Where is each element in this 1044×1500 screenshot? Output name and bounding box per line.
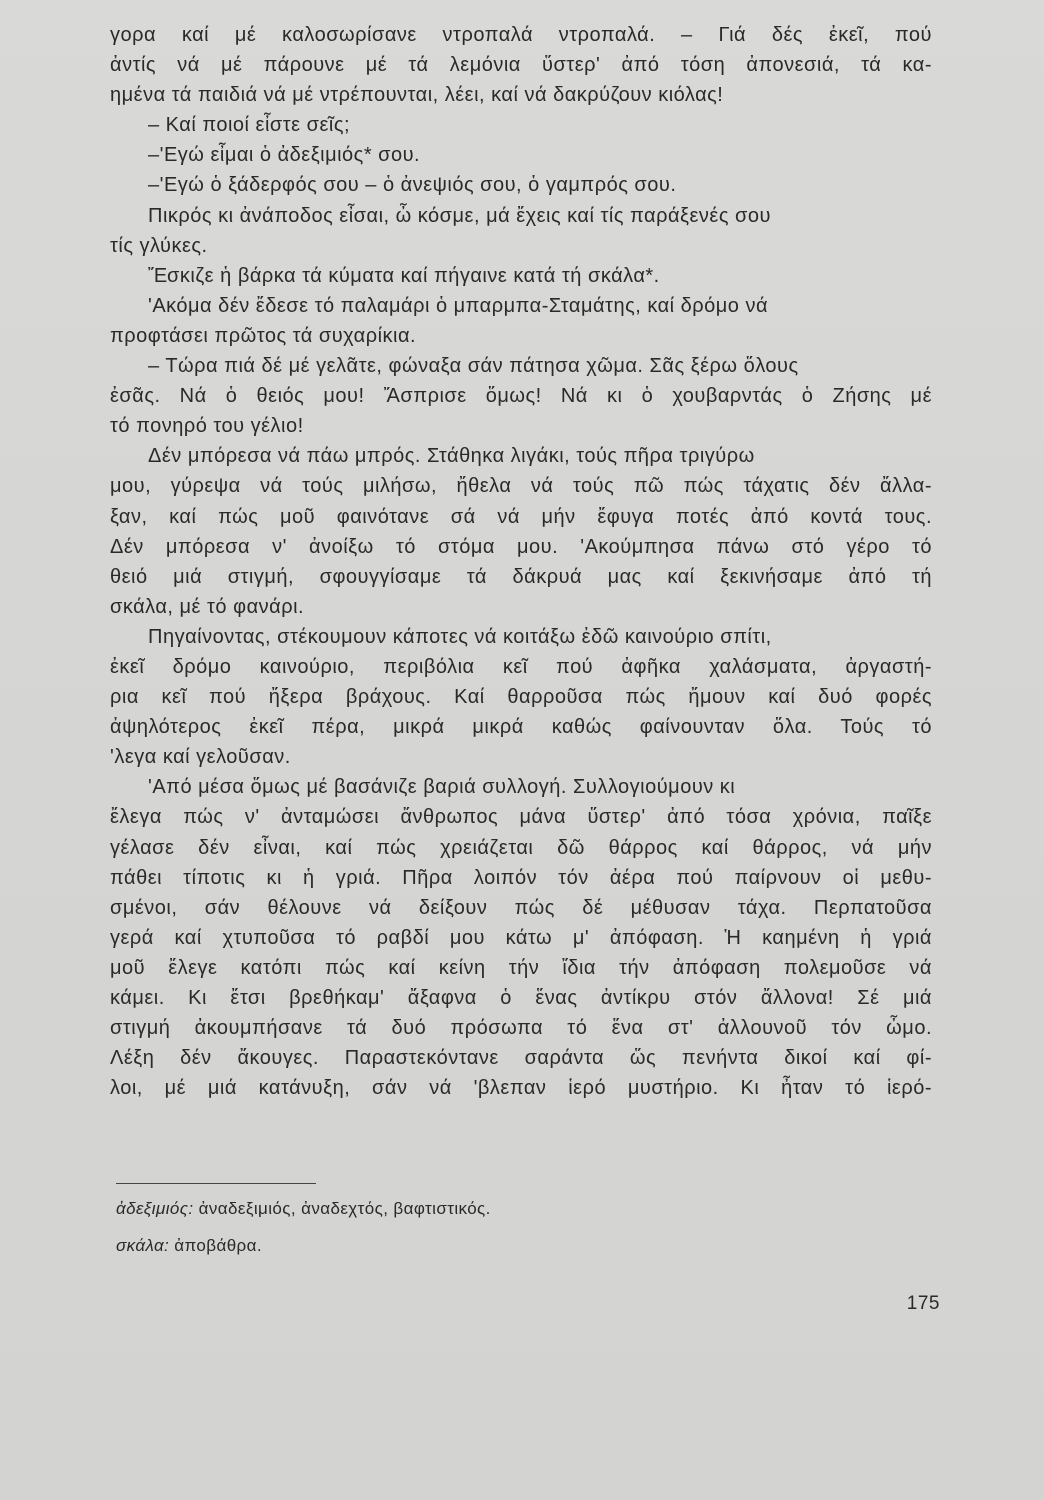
text-line: Δέν μπόρεσα ν' ἀνοίξω τό στόμα μου. 'Ακούμπησα πάνω στό γέρο τό <box>110 535 932 558</box>
footnote-rule <box>116 1183 316 1184</box>
text-line: γέλασε δέν εἶναι, καί πώς χρειάζεται δῶ θάρρος καί θάρρος, νά μήν <box>110 836 932 859</box>
text-line: μου, γύρεψα νά τούς μιλήσω, ἤθελα νά τούς πῶ πώς τάχατις δέν ἄλλα- <box>110 475 932 498</box>
text-line: γορα καί μέ καλοσωρίσανε ντροπαλά ντροπαλά. – Γιά δές ἐκεῖ, πού <box>110 24 932 46</box>
text-line: στιγμή ἀκουμπήσανε τά δυό πρόσωπα τό ἕνα στ' ἀλλουνοῦ τόν ὦμο. <box>110 1017 932 1040</box>
text-line: ἐκεῖ δρόμο καινούριο, περιβόλια κεῖ πού ἀφῆκα χαλάσματα, ἀργαστή- <box>110 655 932 678</box>
footnote-adeximios <box>116 1196 916 1222</box>
text-line: σκάλα, μέ τό φανάρι. <box>110 595 305 618</box>
footnote-skala <box>116 1233 916 1259</box>
footnote-term: σκάλα: <box>116 1236 170 1255</box>
text-line: θειό μιά στιγμή, σφουγγίσαμε τά δάκρυά μας καί ξεκινήσαμε ἀπό τή <box>110 565 932 588</box>
text-line: Ἔσκιζε ἡ βάρκα τά κύματα καί πήγαινε κατά τή σκάλα*. <box>148 264 660 287</box>
text-line: κάμει. Κι ἔτσι βρεθήκαμ' ἄξαφνα ὁ ἕνας ἀντίκρυ στόν ἄλλονα! Σέ μιά <box>110 987 932 1009</box>
footnote-definition: ἀναδεξιμιός, ἀναδεχτός, βαφτιστικός. <box>193 1199 491 1218</box>
text-line: τίς γλύκες. <box>110 234 208 257</box>
text-line: ἐσᾶς. Νά ὁ θειός μου! Ἄσπρισε ὅμως! Νά κι ὁ χουβαρντάς ὁ Ζήσης μέ <box>110 385 932 408</box>
text-line: –'Εγώ ὁ ξάδερφός σου – ὁ ἀνεψιός σου, ὁ γαμπρός σου. <box>148 174 677 197</box>
text-line: ἀψηλότερος ἐκεῖ πέρα, μικρά μικρά καθώς φαίνουνταν ὅλα. Τούς τό <box>110 716 932 739</box>
text-line: Λέξη δέν ἄκουγες. Παραστεκόντανε σαράντα ὥς πενήντα δικοί καί φί- <box>110 1047 932 1070</box>
footnote-definition: ἀποβάθρα. <box>169 1236 262 1255</box>
body-text <box>110 20 932 1103</box>
text-line: ρια κεῖ πού ἤξερα βράχους. Καί θαρροῦσα πώς ἤμουν καί δυό φορές <box>110 686 932 709</box>
text-line: ἔλεγα πώς ν' ἀνταμώσει ἄνθρωπος μάνα ὕστερ' ἀπό τόσα χρόνια, παῖξε <box>110 806 932 829</box>
text-line: –'Εγώ εἶμαι ὁ ἀδεξιμιός* σου. <box>148 144 421 167</box>
text-line: ἀντίς νά μέ πάρουνε μέ τά λεμόνια ὕστερ' ἀπό τόση ἀπονεσιά, τά κα- <box>110 54 932 77</box>
text-line: 'Από μέσα ὅμως μέ βασάνιζε βαριά συλλογή. Συλλογιούμουν κι <box>148 776 736 799</box>
text-line: 'λεγα καί γελοῦσαν. <box>110 746 291 769</box>
page-number: 175 <box>906 1293 940 1314</box>
text-line: ξαν, καί πώς μοῦ φαινότανε σά νά μήν ἔφυγα ποτές ἀπό κοντά τους. <box>110 505 932 528</box>
text-line: Πηγαίνοντας, στέκουμουν κάποτες νά κοιτάξω ἐδῶ καινούριο σπίτι, <box>148 625 772 648</box>
text-line: – Καί ποιοί εἶστε σεῖς; <box>148 114 351 137</box>
text-line: προφτάσει πρῶτος τά συχαρίκια. <box>110 324 417 347</box>
text-line: 'Ακόμα δέν ἔδεσε τό παλαμάρι ὁ μπαρμπα-Σταμάτης, καί δρόμο νά <box>148 294 769 317</box>
text-line: σμένοι, σάν θέλουνε νά δείξουν πώς δέ μέθυσαν τάχα. Περπατοῦσα <box>110 896 932 919</box>
text-line: μοῦ ἔλεγε κατόπι πώς καί κείνη τήν ἴδια τήν ἀπόφαση πολεμοῦσε νά <box>110 956 932 979</box>
footnote-term: ἀδεξιμιός: <box>116 1199 194 1218</box>
text-line: πάθει τίποτις κι ἡ γριά. Πῆρα λοιπόν τόν ἀέρα πού παίρνουν οἱ μεθυ- <box>110 866 932 889</box>
text-line: Δέν μπόρεσα νά πάω μπρός. Στάθηκα λιγάκι, τούς πῆρα τριγύρω <box>148 445 755 468</box>
text-line: λοι, μέ μιά κατάνυξη, σάν νά 'βλεπαν ἱερό μυστήριο. Κι ἦταν τό ἱερό- <box>110 1077 932 1100</box>
text-line: Πικρός κι ἀνάποδος εἶσαι, ὦ κόσμε, μά ἔχεις καί τίς παράξενές σου <box>148 204 771 227</box>
text-line: – Τώρα πιά δέ μέ γελᾶτε, φώναξα σάν πάτησα χῶμα. Σᾶς ξέρω ὅλους <box>148 355 799 378</box>
text-line: τό πονηρό του γέλιο! <box>110 415 304 438</box>
text-line: γερά καί χτυποῦσα τό ραβδί μου κάτω μ' ἀπόφαση. Ἡ καημένη ἡ γριά <box>110 926 932 949</box>
text-line: ημένα τά παιδιά νά μέ ντρέπουνται, λέει, καί νά δακρύζουν κιόλας! <box>110 84 724 107</box>
